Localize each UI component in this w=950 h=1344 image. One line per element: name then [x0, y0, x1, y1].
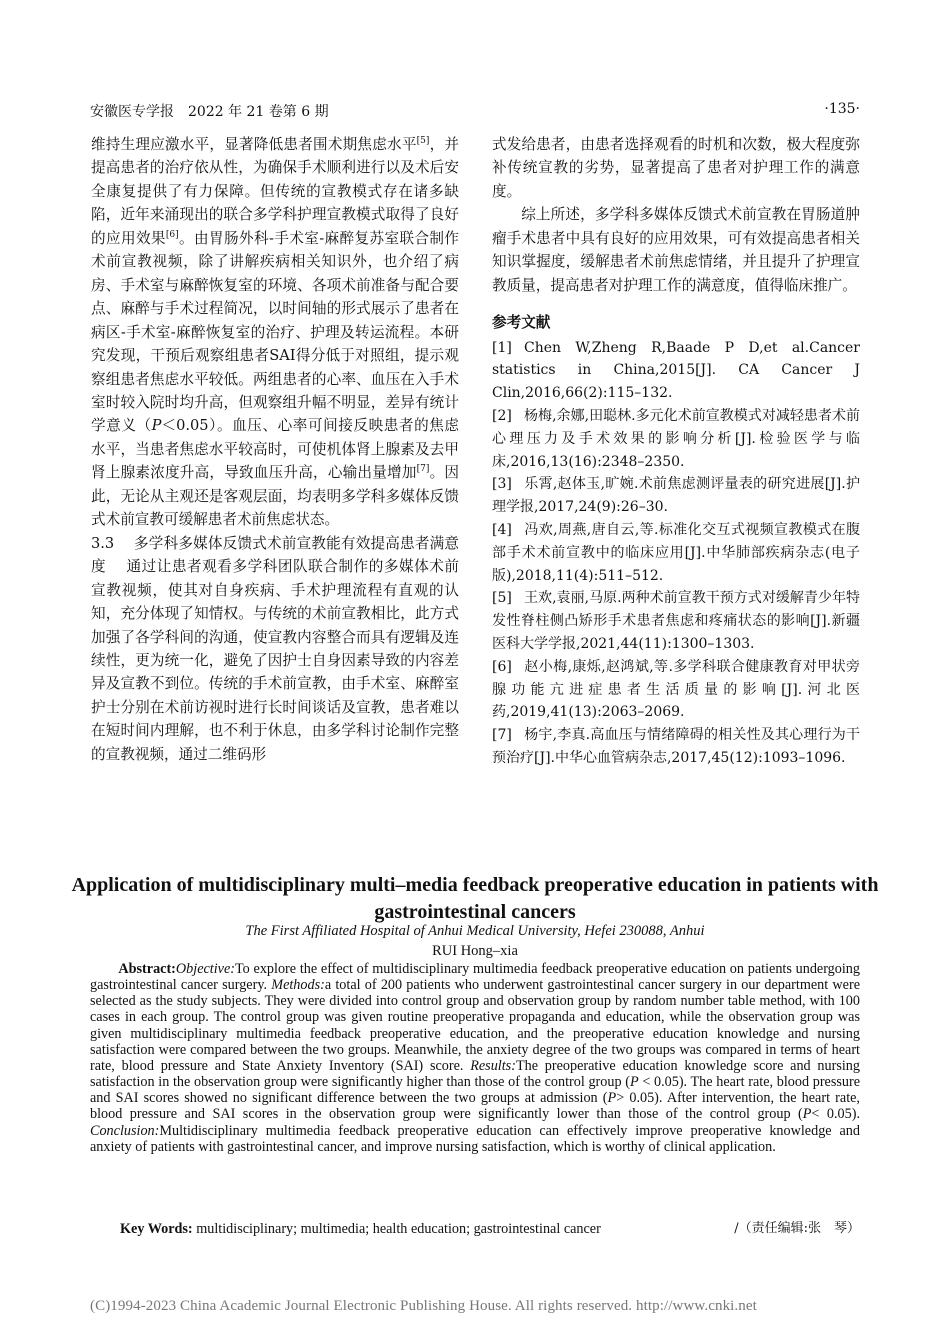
keywords-label: Key Words: — [120, 1221, 193, 1237]
body-paragraph: 综上所述，多学科多媒体反馈式术前宣教在胃肠道肿瘤手术患者中具有良好的应用效果，可有效提高患者相关知识掌握度，缓解患者术前焦虑情绪，并且提升了护理宣教质量，提高患者对护理工作的满意度，值得临床推广。 — [492, 206, 860, 294]
affiliation: The First Affiliated Hospital of Anhui Medical University, Hefei 230088, Anhui — [245, 923, 705, 939]
abstract-label: Abstract: — [118, 961, 176, 977]
english-abstract: Abstract:Objective:To explore the effect of multidisciplinary multimedia feedback preoperative education on patients undergoing gastrointestinal cancer surgery. Methods:a total of 200 patients who underwent gastrointestinal cancer surgery in our department were selected as the study subjects. They were divided into control group and observation group by random number table method, with 100 cases in each group. The control group was given routine preoperative propaganda and education, while the observation group was given multidisciplinary multimedia feedback preoperative education, and the preoperative education knowledge and nursing satisfaction were compared between the two groups. Meanwhile, the anxiety degree of the two groups was compared in terms of heart rate, blood pressure and State Anxiety Inventory (SAI) score. Results:The preoperative education knowledge score and nursing satisfaction in the observation group were significantly higher than those of the control group (P < 0.05). The heart rate, blood pressure and SAI scores showed no significant difference between the two groups at admission (P> 0.05). After intervention, the heart rate, blood pressure and SAI scores in the observation group were significantly lower than those of the control group (P< 0.05). Conclusion:Multidisciplinary multimedia feedback preoperative education can effectively improve preoperative knowledge and anxiety of patients with gastrointestinal cancer, and improve nursing satisfaction, which is worthy of clinical application. — [90, 961, 861, 1155]
running-header — [90, 101, 860, 121]
copyright-watermark: (C)1994-2023 China Academic Journal Electronic Publishing House. All rights reserved. http://www.cnki.net — [90, 1298, 757, 1314]
reference-item: [7] 杨宇,李真.高血压与情绪障碍的相关性及其心理行为干预治疗[J].中华心血管病杂志,2017,45(12):1093–1096. — [492, 727, 860, 766]
reference-item: [4] 冯欢,周燕,唐自云,等.标准化交互式视频宣教模式在腹部手术术前宣教中的临床应用[J].中华肺部疾病杂志(电子版),2018,11(4):511–512. — [492, 522, 860, 584]
right-column — [492, 133, 860, 770]
references-title: 参考文献 — [492, 314, 551, 332]
body-paragraph: 式发给患者，由患者选择观看的时机和次数，极大程度弥补传统宣教的劣势，显著提高了患者对护理工作的满意度。 — [492, 136, 860, 200]
citation[interactable]: [6] — [165, 229, 179, 240]
section-heading: 3.3 多学科多媒体反馈式术前宣教能有效提高患者满意度 通过让患者观看多学科团队联合制作的多媒体术前宣教视频，使其对自身疾病、手术护理流程有直观的认知，充分体现了知情权。与传统的术前宣教相比，此方式加强了各学科间的沟通，使宣教内容整合而具有逻辑及连续性，更为统一化，避免了因护士自身因素导致的内容差异及宣教不到位。传统的手术前宣教，由手术室、麻醉室护士分别在术前访视时进行长时间谈话及宣教，患者难以在短时间内理解，也不利于休息，由多学科讨论制作完整的宣教视频，通过二维码形 — [91, 534, 459, 763]
body-paragraph: 维持生理应激水平，显著降低患者围术期焦虑水平[5]，并提高患者的治疗依从性，为确保手术顺利进行以及术后安全康复提供了有力保障。但传统的宣教模式存在诸多缺陷，近年来涌现出的联合多学科护理宣教模式取得了良好的应用效果[6]。由胃肠外科-手术室-麻醉复苏室联合制作术前宣教视频，除了讲解疾病相关知识外，也介绍了病房、手术室与麻醉恢复室的环境、各项术前准备与配合要点、麻醉与手术过程简况，以时间轴的形式展示了患者在病区-手术室-麻醉恢复室的治疗、护理及转运流程。本研究发现，干预后观察组患者SAI得分低于对照组，提示观察组患者焦虑水平较低。两组患者的心率、血压在入手术室时较入院时均升高，但观察组升幅不明显，差异有统计学意义（P＜0.05）。血压、心率可间接反映患者的焦虑水平，当患者焦虑水平较高时，可使机体肾上腺素及去甲肾上腺素浓度升高，导致血压升高，心输出量增加[7]。因此，无论从主观还是客观层面，均表明多学科多媒体反馈式术前宣教可缓解患者术前焦虑状态。 — [91, 136, 459, 529]
keywords-text: multidisciplinary; multimedia; health education; gastrointestinal cancer — [192, 1221, 601, 1237]
reference-item: [6] 赵小梅,康烁,赵鸿斌,等.多学科联合健康教育对甲状旁腺功能亢进症患者生活质量的影响[J].河北医药,2019,41(13):2063–2069. — [492, 658, 860, 721]
editor-note: /（责任编辑:张 琴） — [734, 1221, 860, 1236]
reference-item: [1] Chen W,Zheng R,Baade P D,et al.Cancer statistics in China,2015[J]. CA Cancer J Clin,2016,66(2):115–132. — [492, 339, 860, 402]
citation[interactable]: [7] — [416, 464, 430, 475]
citation[interactable]: [5] — [416, 136, 430, 147]
english-title: Application of multidisciplinary multi–media feedback preoperative education in patients with gastrointestinal cancers — [71, 874, 879, 923]
author: RUI Hong–xia — [432, 943, 518, 959]
reference-item: [5] 王欢,袁丽,马原.两种术前宣教干预方式对缓解青少年特发性脊柱侧凸矫形手术患者焦虑和疼痛状态的影响[J].新疆医科大学学报,2021,44(11):1300–1303. — [492, 590, 860, 652]
references-list — [492, 337, 860, 770]
page-number: ·135· — [824, 101, 860, 117]
journal-name: 安徽医专学报 2022 年 21 卷第 6 期 — [90, 104, 329, 120]
body-paragraph: 通过让患者观看多学科团队联合制作的多媒体术前宣教视频，使其对自身疾病、手术护理流程有直观的认知，充分体现了知情权。与传统的术前宣教相比，此方式加强了各学科间的沟通，使宣教内容整合而具有逻辑及连续性，更为统一化，避免了因护士自身因素导致的内容差异及宣教不到位。传统的手术前宣教，由手术室、麻醉室护士分别在术前访视时进行长时间谈话及宣教，患者难以在短时间内理解，也不利于休息，由多学科讨论制作完整的宣教视频，通过二维码形 — [91, 558, 459, 763]
left-column — [91, 133, 459, 766]
reference-item: [2] 杨梅,余娜,田聪林.多元化术前宣教模式对减轻患者术前心理压力及手术效果的影响分析[J].检验医学与临床,2016,13(16):2348–2350. — [492, 408, 860, 470]
reference-item: [3] 乐霄,赵体玉,旷婉.术前焦虑测评量表的研究进展[J].护理学报,2017,24(9):26–30. — [492, 476, 860, 516]
keywords — [120, 1220, 860, 1238]
